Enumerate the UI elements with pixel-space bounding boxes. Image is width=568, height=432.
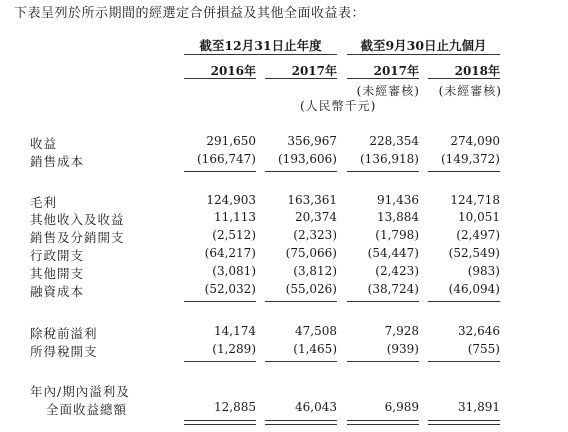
table-row	[0, 210, 568, 226]
cell-value: 47,508	[295, 324, 337, 338]
cell-value: (64,217)	[204, 246, 256, 260]
row-label: 毛利	[30, 195, 58, 210]
cell-value: (52,032)	[204, 282, 256, 296]
table-row	[0, 264, 568, 280]
table-row	[0, 282, 568, 298]
subtotal-rule	[184, 361, 256, 362]
row-label: 銷售成本	[30, 154, 85, 169]
cell-value: (1,289)	[212, 342, 256, 356]
cell-value: 163,361	[287, 193, 337, 207]
table-row	[0, 134, 568, 150]
cell-value: 46,043	[295, 400, 337, 414]
cell-value: (193,606)	[278, 152, 337, 166]
cell-value: (2,497)	[456, 228, 500, 242]
table-row	[0, 228, 568, 244]
total-double-rule	[428, 420, 500, 425]
cell-value: (52,549)	[448, 246, 500, 260]
row-label: 收益	[30, 136, 58, 151]
cell-value: (1,798)	[375, 228, 419, 242]
cell-value: 14,174	[214, 324, 256, 338]
cell-value: 228,354	[369, 134, 419, 148]
year-rule	[184, 78, 256, 79]
intro-text: 下表呈列於所示期間的經選定合併損益及其他全面收益表：	[14, 6, 366, 21]
table-row	[0, 400, 568, 416]
row-label: 融資成本	[30, 284, 85, 299]
subtotal-rule	[347, 301, 419, 302]
cell-value: (939)	[386, 342, 419, 356]
subtotal-rule	[184, 301, 256, 302]
row-label: 所得稅開支	[30, 344, 98, 359]
header-rule-year	[184, 54, 337, 55]
cell-value: 10,051	[458, 210, 500, 224]
cell-value: 13,884	[377, 210, 419, 224]
subtotal-rule	[428, 171, 500, 172]
cell-value: (55,026)	[285, 282, 337, 296]
year-rule	[347, 78, 419, 79]
row-label: 全面收益總額	[46, 402, 128, 417]
cell-value: (1,465)	[293, 342, 337, 356]
table-row	[0, 193, 568, 209]
cell-value: (2,512)	[212, 228, 256, 242]
table-row	[0, 324, 568, 340]
cell-value: (983)	[467, 264, 500, 278]
subtotal-rule	[347, 361, 419, 362]
year-header-2016: 2016年	[210, 64, 256, 78]
cell-value: (149,372)	[441, 152, 500, 166]
subtotal-rule	[265, 171, 337, 172]
row-label: 年內/期內溢利及	[30, 384, 130, 399]
row-label: 銷售及分銷開支	[30, 230, 125, 245]
table-row	[0, 246, 568, 262]
total-double-rule	[347, 420, 419, 425]
cell-value: (166,747)	[197, 152, 256, 166]
year-header-2018-nine-months: 2018年	[454, 64, 500, 78]
year-rule	[265, 78, 337, 79]
cell-value: (54,447)	[367, 246, 419, 260]
subtotal-rule	[347, 171, 419, 172]
cell-value: 11,113	[214, 210, 256, 224]
cell-value: 12,885	[214, 400, 256, 414]
cell-value: 124,903	[206, 193, 256, 207]
header-nine-months: 截至9月30日止九個月	[360, 38, 487, 53]
table-row	[0, 342, 568, 358]
cell-value: (3,081)	[212, 264, 256, 278]
cell-value: (136,918)	[360, 152, 419, 166]
subtotal-rule	[428, 361, 500, 362]
cell-value: (75,066)	[285, 246, 337, 260]
row-label: 其他開支	[30, 266, 85, 281]
total-double-rule	[265, 420, 337, 425]
subtotal-rule	[428, 301, 500, 302]
cell-value: (3,812)	[293, 264, 337, 278]
unit-note: (人民幣千元)	[300, 99, 377, 113]
cell-value: 31,891	[458, 400, 500, 414]
cell-value: 91,436	[377, 193, 419, 207]
cell-value: 20,374	[295, 210, 337, 224]
cell-value: 274,090	[450, 134, 500, 148]
table-row	[0, 382, 568, 398]
subtotal-rule	[184, 171, 256, 172]
total-double-rule	[184, 420, 256, 425]
unaudited-note: (未經審核)	[438, 84, 502, 98]
cell-value: 124,718	[450, 193, 500, 207]
cell-value: (2,423)	[375, 264, 419, 278]
cell-value: 7,928	[384, 324, 419, 338]
subtotal-rule	[265, 361, 337, 362]
header-rule-nine-months	[347, 54, 500, 55]
cell-value: 6,989	[384, 400, 419, 414]
cell-value: 356,967	[287, 134, 337, 148]
cell-value: 291,650	[206, 134, 256, 148]
cell-value: (46,094)	[448, 282, 500, 296]
subtotal-rule	[265, 301, 337, 302]
row-label: 行政開支	[30, 248, 85, 263]
row-label: 除稅前溢利	[30, 326, 98, 341]
cell-value: (38,724)	[367, 282, 419, 296]
row-label: 其他收入及收益	[30, 212, 125, 227]
unaudited-note: (未經審核)	[356, 84, 420, 98]
cell-value: 32,646	[458, 324, 500, 338]
year-header-2017: 2017年	[291, 64, 337, 78]
year-header-2017-nine-months: 2017年	[373, 64, 419, 78]
year-rule	[428, 78, 500, 79]
table-row	[0, 152, 568, 168]
cell-value: (2,323)	[293, 228, 337, 242]
header-year-ended: 截至12月31日止年度	[199, 38, 322, 53]
cell-value: (755)	[467, 342, 500, 356]
